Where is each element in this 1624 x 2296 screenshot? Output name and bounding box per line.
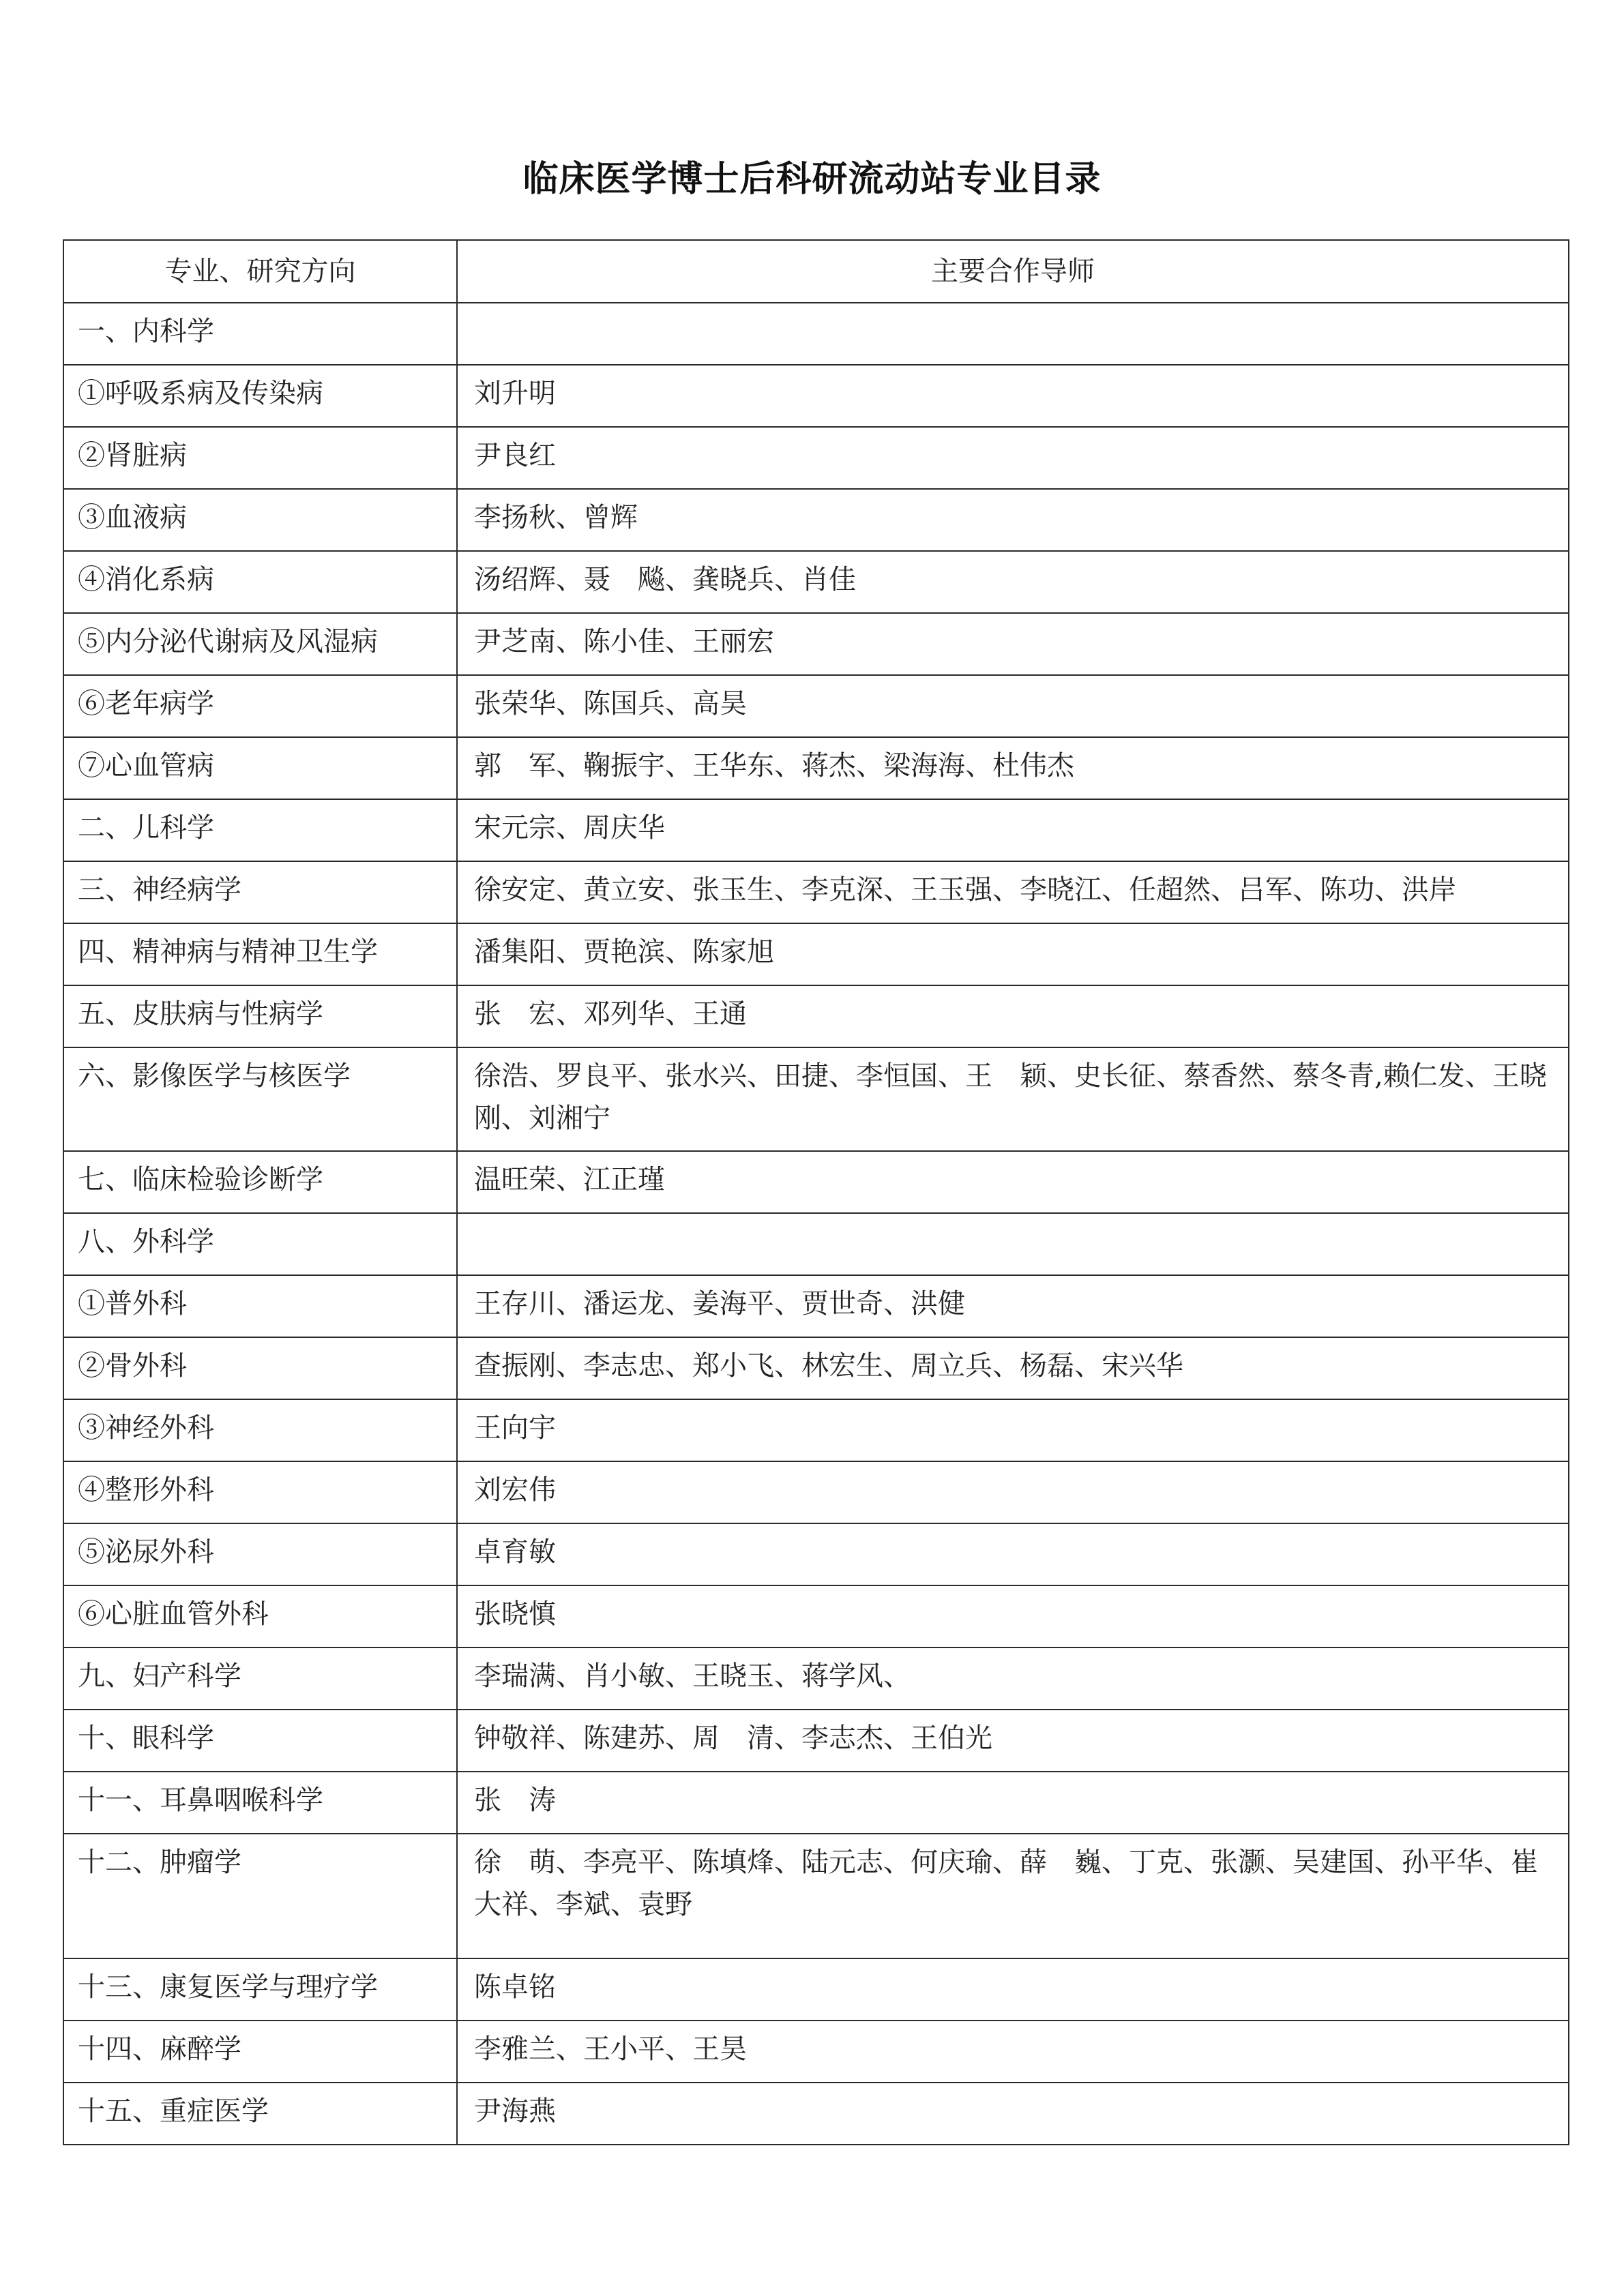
advisors-cell: 汤绍辉、聂 飚、龚晓兵、肖佳 <box>457 551 1569 613</box>
table-row <box>63 427 1569 489</box>
table-row <box>63 1047 1569 1151</box>
table-row <box>63 1151 1569 1213</box>
advisors-cell: 尹海燕 <box>457 2083 1569 2145</box>
specialty-cell: ①普外科 <box>63 1275 457 1337</box>
specialty-cell: ④消化系病 <box>63 551 457 613</box>
specialty-cell: ⑥老年病学 <box>63 675 457 737</box>
advisors-cell: 潘集阳、贾艳滨、陈家旭 <box>457 923 1569 985</box>
advisors-cell: 王向宇 <box>457 1399 1569 1461</box>
advisors-cell: 尹芝南、陈小佳、王丽宏 <box>457 613 1569 675</box>
document-title: 临床医学博士后科研流动站专业目录 <box>522 158 1102 200</box>
specialty-catalog-table <box>63 239 1569 2145</box>
table-row <box>63 1461 1569 1523</box>
table-row <box>63 1399 1569 1461</box>
specialty-cell: 二、儿科学 <box>63 799 457 861</box>
specialty-cell: 十五、重症医学 <box>63 2083 457 2145</box>
specialty-cell: 七、临床检验诊断学 <box>63 1151 457 1213</box>
table-row <box>63 551 1569 613</box>
specialty-cell: 十、眼科学 <box>63 1710 457 1772</box>
advisors-cell: 宋元宗、周庆华 <box>457 799 1569 861</box>
header-specialty: 专业、研究方向 <box>63 240 457 303</box>
specialty-cell: 九、妇产科学 <box>63 1648 457 1710</box>
specialty-cell: 一、内科学 <box>63 303 457 365</box>
advisors-cell: 刘宏伟 <box>457 1461 1569 1523</box>
specialty-cell: ①呼吸系病及传染病 <box>63 365 457 427</box>
advisors-cell: 郭 军、鞠振宇、王华东、蒋杰、梁海海、杜伟杰 <box>457 737 1569 799</box>
table-row <box>63 985 1569 1047</box>
specialty-cell: 十四、麻醉学 <box>63 2021 457 2083</box>
specialty-cell: ④整形外科 <box>63 1461 457 1523</box>
advisors-cell: 张荣华、陈国兵、高昊 <box>457 675 1569 737</box>
advisors-cell: 张 宏、邓列华、王通 <box>457 985 1569 1047</box>
specialty-cell: 四、精神病与精神卫生学 <box>63 923 457 985</box>
advisors-cell: 陈卓铭 <box>457 1958 1569 2021</box>
table-row <box>63 1648 1569 1710</box>
specialty-cell: ⑤内分泌代谢病及风湿病 <box>63 613 457 675</box>
specialty-cell: 十一、耳鼻咽喉科学 <box>63 1772 457 1834</box>
table-row <box>63 1585 1569 1648</box>
table-row <box>63 365 1569 427</box>
table-row <box>63 2083 1569 2145</box>
header-advisors: 主要合作导师 <box>457 240 1569 303</box>
advisors-cell: 卓育敏 <box>457 1523 1569 1585</box>
specialty-cell: 六、影像医学与核医学 <box>63 1047 457 1151</box>
specialty-cell: 五、皮肤病与性病学 <box>63 985 457 1047</box>
specialty-cell: ③血液病 <box>63 489 457 551</box>
advisors-cell: 钟敬祥、陈建苏、周 清、李志杰、王伯光 <box>457 1710 1569 1772</box>
advisors-cell: 尹良红 <box>457 427 1569 489</box>
table-row <box>63 489 1569 551</box>
table-header-row <box>63 240 1569 303</box>
advisors-cell: 王存川、潘运龙、姜海平、贾世奇、洪健 <box>457 1275 1569 1337</box>
table-row <box>63 861 1569 923</box>
table-row <box>63 1275 1569 1337</box>
specialty-cell: 十三、康复医学与理疗学 <box>63 1958 457 2021</box>
specialty-cell: ②肾脏病 <box>63 427 457 489</box>
specialty-cell: 十二、肿瘤学 <box>63 1834 457 1958</box>
table-row <box>63 1958 1569 2021</box>
table-row <box>63 923 1569 985</box>
table-row <box>63 2021 1569 2083</box>
table-row <box>63 1710 1569 1772</box>
specialty-cell: ②骨外科 <box>63 1337 457 1399</box>
specialty-cell: ⑦心血管病 <box>63 737 457 799</box>
specialty-cell: ⑥心脏血管外科 <box>63 1585 457 1648</box>
specialty-cell: 三、神经病学 <box>63 861 457 923</box>
advisors-cell <box>457 303 1569 365</box>
advisors-cell: 刘升明 <box>457 365 1569 427</box>
advisors-cell <box>457 1213 1569 1275</box>
table-row <box>63 303 1569 365</box>
specialty-cell: ⑤泌尿外科 <box>63 1523 457 1585</box>
advisors-cell: 徐浩、罗良平、张水兴、田捷、李恒国、王 颖、史长征、蔡香然、蔡冬青,赖仁发、王晓刚、刘湘宁 <box>457 1047 1569 1151</box>
advisors-cell: 徐 萌、李亮平、陈填烽、陆元志、何庆瑜、薛 巍、丁克、张灏、吴建国、孙平华、崔大祥、李斌、袁野 <box>457 1834 1569 1958</box>
specialty-cell: 八、外科学 <box>63 1213 457 1275</box>
table-row <box>63 1337 1569 1399</box>
table-row <box>63 1213 1569 1275</box>
table-row <box>63 799 1569 861</box>
table-row <box>63 1834 1569 1958</box>
advisors-cell: 徐安定、黄立安、张玉生、李克深、王玉强、李晓江、任超然、吕军、陈功、洪岸 <box>457 861 1569 923</box>
advisors-cell: 张晓慎 <box>457 1585 1569 1648</box>
advisors-cell: 李扬秋、曾辉 <box>457 489 1569 551</box>
advisors-cell: 张 涛 <box>457 1772 1569 1834</box>
table-row <box>63 1523 1569 1585</box>
table-row <box>63 675 1569 737</box>
table-row <box>63 1772 1569 1834</box>
table-row <box>63 737 1569 799</box>
advisors-cell: 查振刚、李志忠、郑小飞、林宏生、周立兵、杨磊、宋兴华 <box>457 1337 1569 1399</box>
advisors-cell: 温旺荣、江正瑾 <box>457 1151 1569 1213</box>
table-row <box>63 613 1569 675</box>
advisors-cell: 李瑞满、肖小敏、王晓玉、蒋学风、 <box>457 1648 1569 1710</box>
specialty-cell: ③神经外科 <box>63 1399 457 1461</box>
advisors-cell: 李雅兰、王小平、王昊 <box>457 2021 1569 2083</box>
table-body <box>63 303 1569 2145</box>
